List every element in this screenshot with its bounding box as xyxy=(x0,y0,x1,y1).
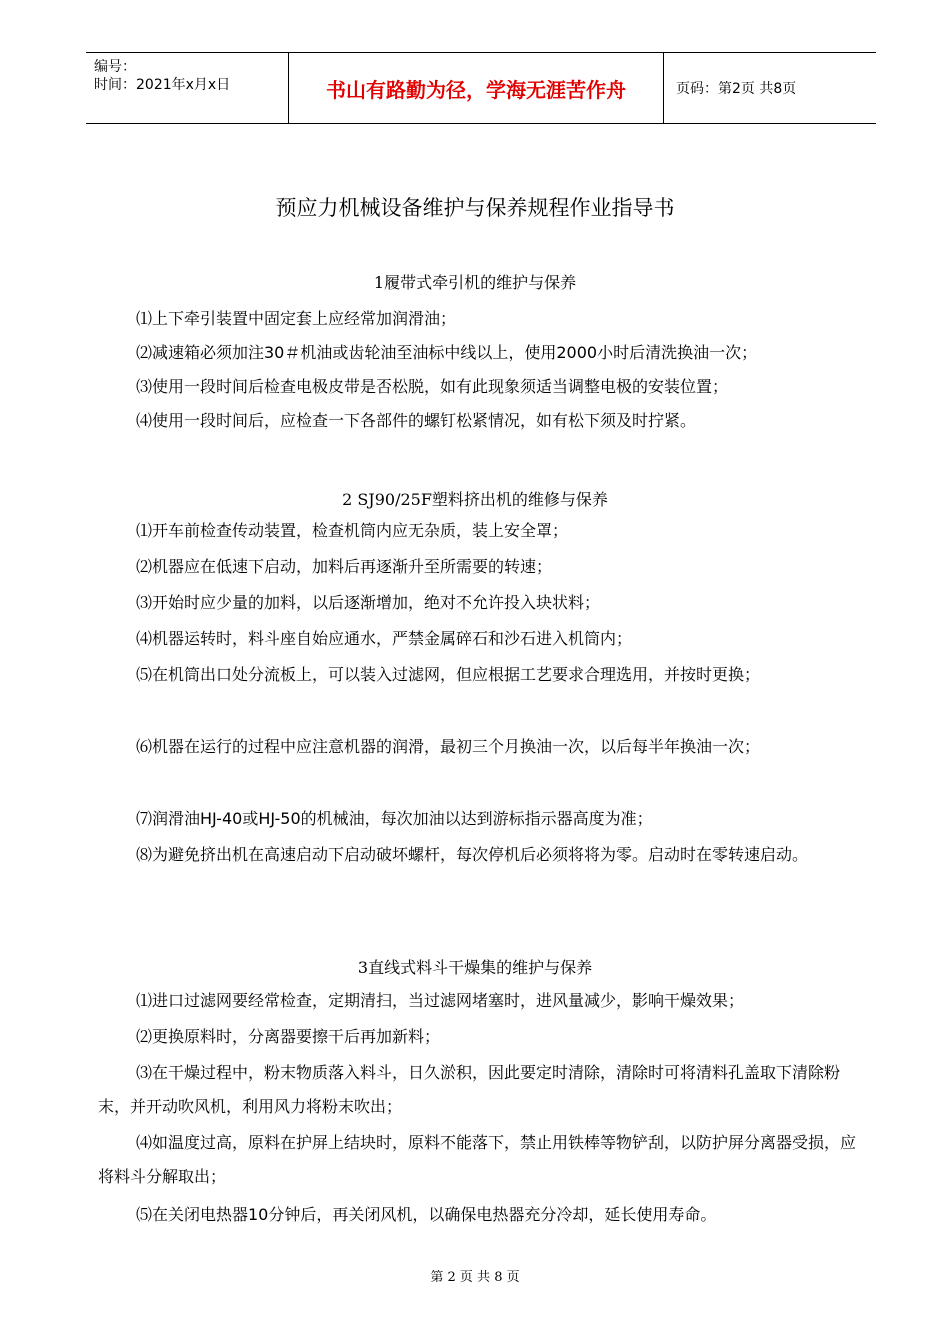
header-page-label: 页码：第2页 共8页 xyxy=(676,81,797,97)
section-title: 2 SJ90/25F塑料挤出机的维修与保养 xyxy=(342,490,608,509)
list-item: ⑴进口过滤网要经常检查，定期清扫，当过滤网堵塞时，进风量减少，影响干燥效果； xyxy=(136,991,745,1010)
number-label: 编号： xyxy=(94,59,136,75)
list-item: ⑸在关闭电热器10分钟后，再关闭风机，以确保电热器充分冷却，延长使用寿命。 xyxy=(136,1205,717,1224)
page-footer: 第 2 页 共 8 页 xyxy=(430,1270,520,1285)
list-item: ⑷如温度过高，原料在护屏上结块时，原料不能落下，禁止用铁棒等物铲刮，以防护屏分离器受损，应将料斗分解取出； xyxy=(98,1133,857,1186)
list-item: ⑶在干燥过程中，粉末物质落入料斗，日久淤积，因此要定时清除，清除时可将清料孔盖取下清除粉末，并开动吹风机，利用风力将粉末吹出； xyxy=(98,1063,841,1116)
list-item: ⑺润滑油HJ-40或HJ-50的机械油，每次加油以达到游标指示器高度为准； xyxy=(136,809,653,828)
header-meta xyxy=(86,53,288,123)
header-motto: 书山有路勤为径，学海无涯苦作舟 xyxy=(288,53,664,123)
list-item: ⑸在机筒出口处分流板上，可以装入过滤网，但应根据工艺要求合理选用，并按时更换； xyxy=(136,665,761,684)
list-item: ⑴开车前检查传动装置，检查机筒内应无杂质，装上安全罩； xyxy=(136,521,569,540)
section-title: 1履带式牵引机的维护与保养 xyxy=(373,273,577,292)
time-label: 时间：2021年x月x日 xyxy=(94,77,231,93)
list-item: ⑷使用一段时间后，应检查一下各部件的螺钉松紧情况，如有松下须及时拧紧。 xyxy=(136,411,697,430)
list-item: ⑶使用一段时间后检查电极皮带是否松脱，如有此现象须适当调整电极的安装位置； xyxy=(136,377,729,396)
list-item: ⑹机器在运行的过程中应注意机器的润滑，最初三个月换油一次，以后每半年换油一次； xyxy=(136,737,761,756)
list-item: ⑵更换原料时，分离器要擦干后再加新料； xyxy=(136,1027,441,1046)
list-item: ⑴上下牵引装置中固定套上应经常加润滑油； xyxy=(136,309,457,328)
page-header xyxy=(86,52,876,124)
list-item: ⑻为避免挤出机在高速启动下启动破坏螺杆，每次停机后必须将将为零。启动时在零转速启动。 xyxy=(136,845,809,864)
list-item: ⑵机器应在低速下启动，加料后再逐渐升至所需要的转速； xyxy=(136,557,553,576)
list-item: ⑷机器运转时，料斗座自始应通水，严禁金属碎石和沙石进入机筒内； xyxy=(136,629,633,648)
list-item: ⑶开始时应少量的加料，以后逐渐增加，绝对不允许投入块状料； xyxy=(136,593,601,612)
section-title: 3直线式料斗干燥集的维护与保养 xyxy=(357,958,593,977)
list-item: ⑵减速箱必须加注30＃机油或齿轮油至油标中线以上，使用2000小时后清洗换油一次； xyxy=(136,343,758,362)
document-title: 预应力机械设备维护与保养规程作业指导书 xyxy=(275,196,675,220)
